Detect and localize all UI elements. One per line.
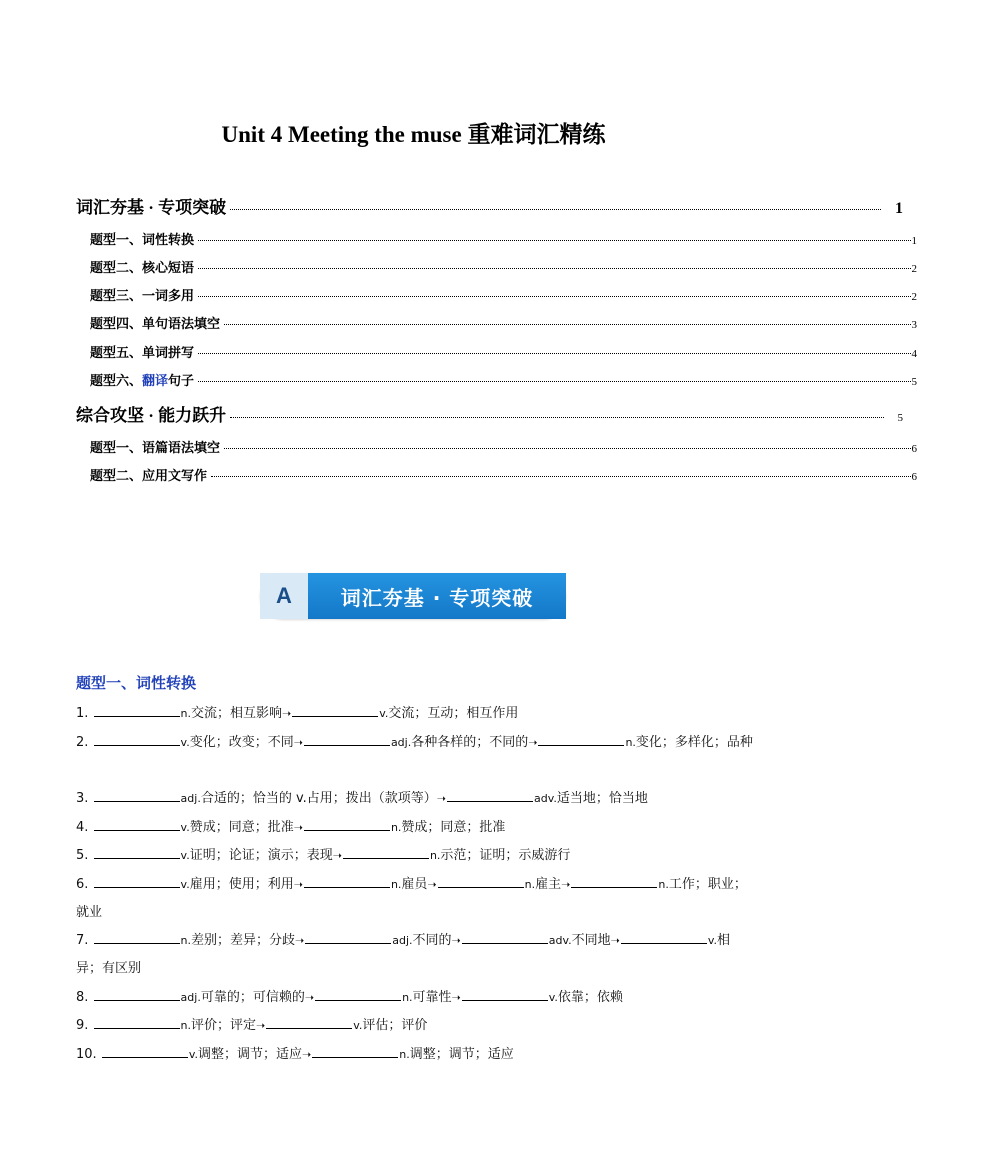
pos-tag: n.	[180, 934, 192, 947]
definition: 不同的	[412, 933, 452, 948]
answer-blank[interactable]	[304, 816, 390, 831]
pos-tag: v.	[379, 707, 389, 720]
toc-page-number: 1	[911, 235, 917, 247]
toc-leader	[224, 448, 910, 449]
item-number: 4.	[76, 820, 89, 835]
definition: 依靠；依赖	[557, 990, 623, 1005]
definition: 雇主	[535, 877, 562, 892]
toc-leader	[198, 268, 910, 269]
answer-blank[interactable]	[94, 929, 180, 944]
pos-tag: adv.	[548, 934, 572, 947]
answer-blank[interactable]	[304, 731, 390, 746]
pos-tag: n.	[399, 1048, 410, 1061]
definition: 调整；调节；适应	[409, 1047, 514, 1062]
answer-blank[interactable]	[94, 844, 180, 859]
definition: 雇用；使用；利用	[189, 877, 294, 892]
toc-label-suffix: 句子	[168, 373, 195, 388]
toc-entry[interactable]	[0, 465, 992, 484]
toc-leader	[198, 381, 910, 382]
banner-letter: A	[260, 573, 308, 619]
exercise-item	[76, 1041, 756, 1069]
definition: 交流；互动；相互作用	[388, 706, 519, 721]
toc-entry[interactable]	[0, 370, 992, 389]
arrow-icon: ➝	[436, 792, 446, 805]
pos-tag: v.	[707, 934, 718, 947]
exercise-item	[76, 785, 756, 813]
toc-page-number: 1	[895, 200, 903, 217]
toc-label: 综合攻坚 · 能力跃升	[76, 406, 227, 425]
toc-page-number: 4	[911, 348, 917, 360]
item-number: 3.	[76, 791, 89, 806]
item-number: 8.	[76, 990, 89, 1005]
item-number: 6.	[76, 877, 89, 892]
answer-blank[interactable]	[315, 986, 401, 1001]
answer-blank[interactable]	[304, 873, 390, 888]
definition: 评估；评价	[362, 1018, 428, 1033]
toc-leader	[198, 353, 910, 354]
toc-page-number: 3	[911, 319, 917, 331]
definition: 变化；改变；不同	[189, 735, 294, 750]
answer-blank[interactable]	[438, 873, 524, 888]
answer-blank[interactable]	[462, 986, 548, 1001]
definition: 证明；论证；演示；表现	[189, 848, 333, 863]
pos-tag: n.	[180, 1019, 192, 1032]
pos-tag: n.	[180, 707, 192, 720]
definition: 变化；多样化；品种	[635, 735, 753, 750]
section-banner	[260, 573, 566, 619]
pos-tag: v.	[188, 1048, 198, 1061]
answer-blank[interactable]	[447, 787, 533, 802]
pos-tag: n.	[524, 878, 536, 891]
document-title: Unit 4 Meeting the muse 重难词汇精练	[221, 122, 606, 147]
pos-tag: n.	[390, 821, 402, 834]
toc-entry[interactable]	[0, 285, 992, 304]
toc-leader	[230, 209, 881, 210]
answer-blank[interactable]	[312, 1043, 398, 1058]
answer-blank[interactable]	[94, 1014, 180, 1029]
arrow-icon: ➝	[293, 878, 303, 891]
definition: 赞成；同意；批准	[401, 820, 506, 835]
item-number: 7.	[76, 933, 89, 948]
answer-blank[interactable]	[266, 1014, 352, 1029]
answer-blank[interactable]	[102, 1043, 188, 1058]
pos-tag: adj.	[180, 792, 201, 805]
arrow-icon: ➝	[282, 707, 292, 720]
definition: 差别；差异；分歧	[191, 933, 296, 948]
definition: 相异；有区别	[76, 933, 731, 976]
definition: 示范；证明；示威游行	[440, 848, 571, 863]
toc-page-number: 6	[911, 471, 917, 483]
toc-leader	[224, 324, 910, 325]
toc-label: 题型三、一词多用	[90, 288, 195, 303]
toc-label: 题型一、词性转换	[90, 232, 195, 247]
toc-leader	[198, 240, 910, 241]
toc-page-number: 5	[911, 376, 917, 388]
answer-blank[interactable]	[292, 702, 378, 717]
arrow-icon: ➝	[561, 878, 571, 891]
definition: 赞成；同意；批准	[189, 820, 294, 835]
pos-tag: n.	[625, 736, 636, 749]
answer-blank[interactable]	[571, 873, 657, 888]
toc-label: 题型二、核心短语	[90, 260, 195, 275]
arrow-icon: ➝	[451, 991, 461, 1004]
pos-tag: adv.	[534, 792, 557, 805]
exercise-item	[76, 984, 756, 1012]
arrow-icon: ➝	[451, 934, 461, 947]
answer-blank[interactable]	[621, 929, 707, 944]
answer-blank[interactable]	[538, 731, 624, 746]
arrow-icon: ➝	[295, 934, 305, 947]
answer-blank[interactable]	[462, 929, 548, 944]
toc-label: 题型一、语篇语法填空	[90, 440, 221, 455]
toc-entry-part1[interactable]	[0, 193, 979, 218]
pos-tag: n.	[402, 991, 413, 1004]
section-heading: 题型一、词性转换	[76, 676, 197, 692]
exercise-item	[76, 700, 756, 728]
answer-blank[interactable]	[305, 929, 391, 944]
toc-label-prefix: 题型六、	[90, 373, 143, 388]
toc-page-number: 2	[911, 291, 917, 303]
toc-label-highlight: 翻译	[142, 373, 169, 388]
toc-label: 题型四、单句语法填空	[90, 316, 221, 331]
toc-page-number: 5	[897, 412, 903, 424]
toc-label: 题型二、应用文写作	[90, 468, 208, 483]
toc-page-number: 6	[911, 443, 917, 455]
pos-tag: adj.	[390, 736, 412, 749]
item-number: 2.	[76, 735, 89, 750]
item-number: 9.	[76, 1018, 89, 1033]
pos-tag: v.	[180, 736, 190, 749]
definition: 可靠性	[412, 990, 452, 1005]
pos-tag: v.	[180, 849, 190, 862]
exercise-item	[76, 814, 756, 842]
definition: 适当地；恰当地	[556, 791, 648, 806]
arrow-icon: ➝	[302, 1048, 312, 1061]
toc-page-number: 2	[911, 263, 917, 275]
arrow-icon: ➝	[293, 821, 303, 834]
pos-tag: n.	[658, 878, 669, 891]
definition: 工作；职业；就业	[76, 877, 747, 920]
toc-entry[interactable]	[0, 229, 992, 248]
exercise-item	[76, 927, 756, 983]
definition: 合适的；恰当的 v.占用；拨出（款项等）	[200, 791, 437, 806]
arrow-icon: ➝	[332, 849, 342, 862]
toc-leader	[198, 296, 910, 297]
toc-label	[90, 370, 194, 389]
arrow-icon: ➝	[256, 1019, 266, 1032]
definition: 评价；评定	[191, 1018, 257, 1033]
pos-tag: v.	[548, 991, 558, 1004]
pos-tag: adj.	[392, 934, 413, 947]
toc-entry-part2[interactable]	[0, 401, 978, 426]
definition: 可靠的；可信赖的	[200, 990, 305, 1005]
pos-tag: v.	[353, 1019, 363, 1032]
arrow-icon: ➝	[528, 736, 538, 749]
definition: 调整；调节；适应	[197, 1047, 302, 1062]
toc-label: 题型五、单词拼写	[90, 345, 195, 360]
arrow-icon: ➝	[427, 878, 437, 891]
toc-entry[interactable]	[0, 437, 992, 456]
toc-entry[interactable]	[0, 342, 992, 361]
item-number: 5.	[76, 848, 89, 863]
answer-blank[interactable]	[94, 787, 180, 802]
pos-tag: v.	[180, 878, 190, 891]
answer-blank[interactable]	[94, 986, 180, 1001]
answer-blank[interactable]	[94, 816, 180, 831]
definition: 雇员	[401, 877, 428, 892]
answer-blank[interactable]	[94, 873, 180, 888]
definition: 交流；相互影响	[191, 706, 283, 721]
answer-blank[interactable]	[94, 731, 180, 746]
exercise-item	[76, 842, 756, 870]
definition: 各种各样的；不同的	[411, 735, 529, 750]
answer-blank[interactable]	[94, 702, 180, 717]
toc-entry[interactable]	[0, 313, 992, 332]
arrow-icon: ➝	[610, 934, 620, 947]
item-number: 10.	[76, 1047, 97, 1062]
banner-title: 词汇夯基 · 专项突破	[308, 573, 566, 619]
toc-leader	[230, 417, 883, 418]
exercise-item	[76, 729, 756, 757]
pos-tag: n.	[390, 878, 402, 891]
exercise-item	[76, 1012, 756, 1040]
toc-label: 词汇夯基 · 专项突破	[76, 198, 227, 217]
arrow-icon: ➝	[304, 991, 315, 1004]
pos-tag: n.	[429, 849, 441, 862]
item-number: 1.	[76, 706, 89, 721]
definition: 不同地	[571, 933, 611, 948]
exercise-item	[76, 871, 756, 927]
pos-tag: adj.	[180, 991, 201, 1004]
arrow-icon: ➝	[293, 736, 303, 749]
toc-entry[interactable]	[0, 257, 992, 276]
toc-leader	[211, 476, 910, 477]
answer-blank[interactable]	[343, 844, 429, 859]
pos-tag: v.	[180, 821, 190, 834]
